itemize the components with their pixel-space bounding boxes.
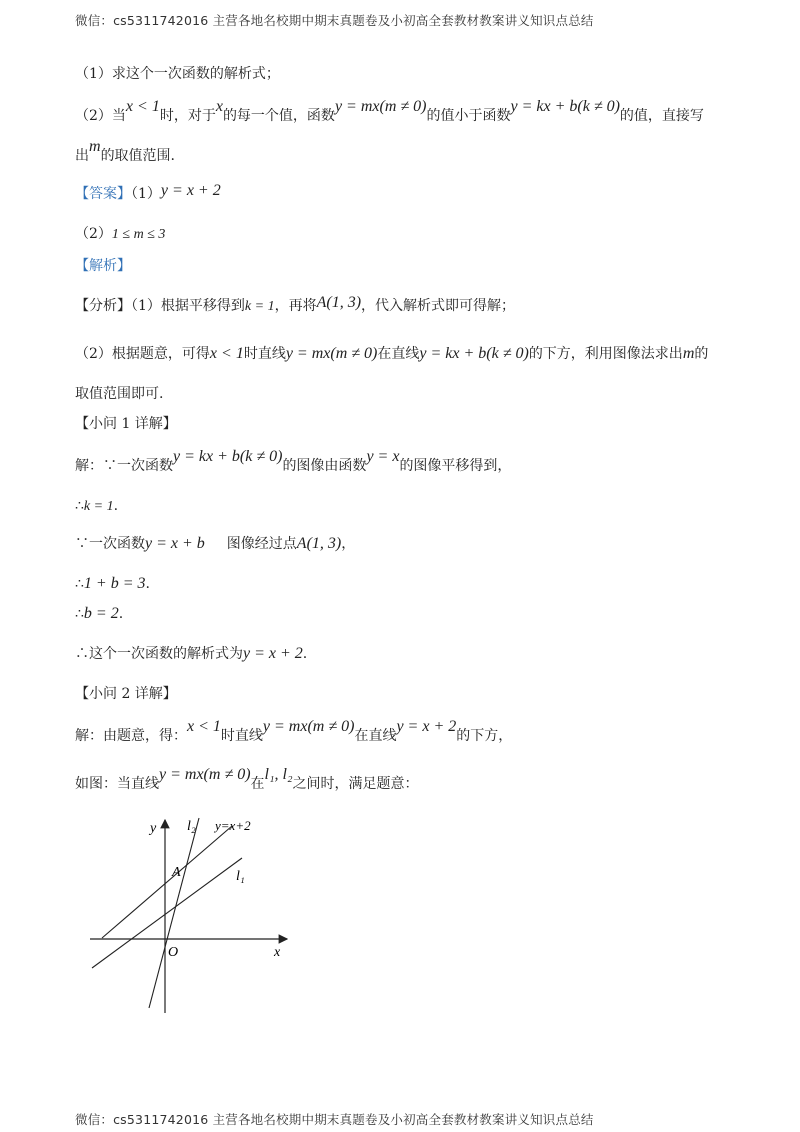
line-l2 — [149, 818, 199, 1008]
answer-line-1: 【答案】（1）y = x + 2 — [75, 182, 221, 202]
subquestion-2-heading: 【小问 2 详解】 — [75, 686, 177, 702]
analysis-tag: 【解析】 — [75, 258, 131, 274]
fenxi-2: （2）根据题意，可得x < 1时直线y = mx(m ≠ 0)在直线y = kx + b(k ≠ 0)的下方，利用图像法求出m的 — [75, 345, 709, 362]
solution-1-line-2: ∴k = 1. — [75, 498, 119, 514]
l2-label: l₂ — [187, 819, 196, 834]
page-header: 微信：cs5311742016 主营各地名校期中期末真题卷及小初高全套教材教案讲义知识点总结 — [75, 13, 594, 28]
solution-1-line-5: ∴b = 2. — [75, 605, 124, 622]
answer-tag: 【答案】 — [75, 186, 131, 202]
solution-1-line-4: ∴1 + b = 3. — [75, 575, 150, 592]
solution-1-line-1: 解：∵一次函数y = kx + b(k ≠ 0)的图像由函数y = x的图像平移得到， — [75, 448, 512, 474]
page-footer: 微信：cs5311742016 主营各地名校期中期末真题卷及小初高全套教材教案讲义知识点总结 — [75, 1112, 594, 1127]
origin-label: O — [168, 945, 179, 960]
question-1: （1）求这个一次函数的解析式； — [75, 66, 280, 82]
question-2-cont: 出m的取值范围. — [75, 138, 176, 164]
line-l1 — [92, 858, 242, 968]
line-y-x-plus-2 — [102, 826, 232, 938]
subquestion-1-heading: 【小问 1 详解】 — [75, 416, 177, 432]
question-2: （2）当x < 1时，对于x的每一个值，函数y = mx(m ≠ 0)的值小于函数y = kx + b(k ≠ 0)的值，直接写 — [75, 98, 704, 124]
fenxi-1: 【分析】（1）根据平移得到k = 1，再将A(1, 3)，代入解析式即可得解； — [75, 294, 516, 314]
l1-label: l₁ — [236, 869, 245, 884]
graph-figure — [80, 808, 310, 1018]
line-label: y=x+2 — [215, 818, 251, 833]
solution-1-line-3: ∵一次函数y = x + b 图像经过点A(1, 3)， — [75, 535, 356, 552]
fenxi-3: 取值范围即可. — [75, 386, 164, 402]
y-axis-label: y — [150, 821, 157, 836]
solution-2-line-1: 解：由题意，得：x < 1时直线y = mx(m ≠ 0)在直线y = x + 2的下方， — [75, 718, 513, 744]
answer-line-2: （2）1 ≤ m ≤ 3 — [75, 226, 166, 242]
solution-1-line-6: ∴这个一次函数的解析式为y = x + 2. — [75, 645, 308, 662]
point-a-label: A — [172, 865, 181, 880]
x-axis-label: x — [274, 945, 281, 960]
solution-2-line-2: 如图：当直线y = mx(m ≠ 0)在l₁, l₂之间时，满足题意： — [75, 766, 419, 792]
